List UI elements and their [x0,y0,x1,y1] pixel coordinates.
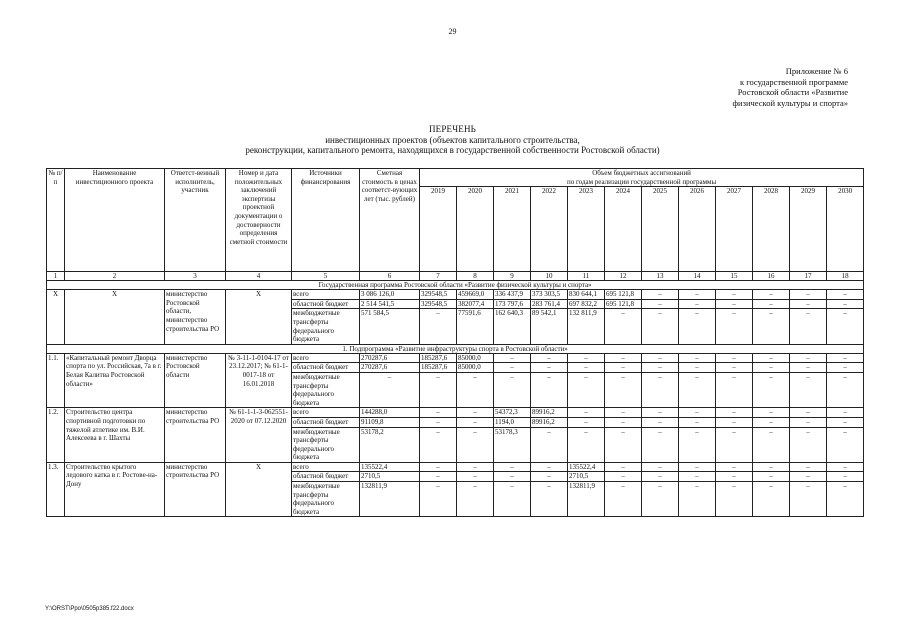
budget-value: – [605,353,642,363]
header-cost: Сметная стоимость в ценах соответст-вующих лет (тыс. рублей) [360,169,420,272]
budget-value: 89916,2 [531,408,568,418]
budget-value: – [642,299,679,309]
budget-value: – [568,363,605,373]
budget-value: – [605,363,642,373]
budget-value: – [716,309,753,344]
subprogram-row [47,344,864,353]
budget-value: 185287,6 [420,353,457,363]
header-num: № п/п [47,169,65,272]
budget-value: – [679,417,716,427]
header-budget [420,169,864,187]
budget-value: – [568,427,605,462]
budget-value: – [679,408,716,418]
column-number: 12 [605,272,642,281]
budget-value: – [605,472,642,482]
funding-source: областной бюджет [292,472,360,482]
budget-value: – [716,290,753,300]
budget-value: – [716,417,753,427]
header-year: 2020 [457,187,494,272]
title-subline: реконструкции, капитального ремонта, находящихся в государственной собственности Ростовской области) [245,145,660,155]
budget-value: 695 121,8 [605,299,642,309]
column-number: 7 [420,272,457,281]
column-number: 17 [790,272,827,281]
project-num: 1.3. [47,462,65,517]
funding-source: всего [292,353,360,363]
budget-value: – [531,353,568,363]
estimated-cost: 571 584,5 [360,309,420,344]
budget-value: – [716,472,753,482]
budget-value: – [716,372,753,407]
table-row [47,462,864,472]
budget-value: – [753,299,790,309]
column-number: 10 [531,272,568,281]
budget-value: 697 832,2 [568,299,605,309]
header-year: 2027 [716,187,753,272]
column-number: 6 [360,272,420,281]
budget-value: 173 797,6 [494,299,531,309]
budget-value: – [457,462,494,472]
header-year: 2025 [642,187,679,272]
estimated-cost: 2 514 541,5 [360,299,420,309]
header-year: 2023 [568,187,605,272]
budget-value: – [716,482,753,517]
budget-value: – [642,353,679,363]
subprogram-title: 1. Подпрограмма «Развитие инфраструктуры спорта в Ростовской области» [47,344,864,353]
budget-value: – [420,482,457,517]
budget-value: – [494,482,531,517]
budget-value: – [457,482,494,517]
budget-value: – [605,427,642,462]
budget-value: – [753,472,790,482]
budget-value: – [679,427,716,462]
estimated-cost: 270287,6 [360,353,420,363]
budget-value: – [568,372,605,407]
budget-value: 54372,3 [494,408,531,418]
budget-value: – [642,472,679,482]
page-number: 29 [448,27,457,36]
appendix-caption [640,66,848,108]
budget-value: – [716,427,753,462]
budget-value: – [827,482,864,517]
estimated-cost: 2710,5 [360,472,420,482]
budget-value: 85000,0 [457,363,494,373]
funding-source: межбюджетные трансферты федерального бюджета [292,427,360,462]
column-number: 2 [65,272,165,281]
budget-value: 85000,0 [457,353,494,363]
budget-value: 77591,6 [457,309,494,344]
budget-value: – [679,363,716,373]
document-title [0,124,905,156]
budget-value: – [753,290,790,300]
header-expertise: Номер и дата положительных заключений экспертизы проектной документации о достоверности определения сметной стоимости [226,169,292,272]
budget-value: – [827,309,864,344]
budget-value: – [494,363,531,373]
column-number: 3 [165,272,226,281]
project-name: Х [65,290,165,345]
appendix-line: Ростовской области «Развитие [737,87,848,97]
funding-source: областной бюджет [292,299,360,309]
investment-projects-table [46,168,864,517]
budget-value: 162 640,3 [494,309,531,344]
budget-value: – [494,353,531,363]
budget-value: – [790,299,827,309]
budget-value: – [420,472,457,482]
budget-value: 459669,0 [457,290,494,300]
header-year: 2029 [790,187,827,272]
funding-source: межбюджетные трансферты федерального бюджета [292,309,360,344]
table-row [47,408,864,418]
title-subline: инвестиционных проектов (объектов капитального строительства, [325,134,580,145]
budget-value: – [790,482,827,517]
budget-value: – [790,462,827,472]
budget-value: – [790,372,827,407]
budget-value: – [716,353,753,363]
estimated-cost: – [360,372,420,407]
budget-value: – [753,417,790,427]
budget-value: – [753,427,790,462]
header-year: 2028 [753,187,790,272]
budget-value: – [679,462,716,472]
project-expertise: Х [226,290,292,345]
budget-value: – [420,408,457,418]
budget-value: – [716,363,753,373]
project-expertise: № 3-11-1-0104-17 от 23.12.2017; № 61-1-0017-18 от 16.01.2018 [226,353,292,408]
header-year: 2026 [679,187,716,272]
budget-value: – [790,417,827,427]
column-number: 14 [679,272,716,281]
budget-value: – [790,427,827,462]
budget-value: 89 542,1 [531,309,568,344]
header-budget-line: по годам реализации государственной программы [566,177,717,186]
funding-source: межбюджетные трансферты федерального бюджета [292,482,360,517]
program-row [47,281,864,290]
column-number: 8 [457,272,494,281]
header-year: 2022 [531,187,568,272]
project-name: Строительство крытого ледового катка в г. Ростове-на-Дону [65,462,165,517]
budget-value: 2710,5 [568,472,605,482]
budget-value: – [679,372,716,407]
budget-value: – [790,408,827,418]
estimated-cost: 144288,0 [360,408,420,418]
funding-source: всего [292,408,360,418]
project-name: «Капитальный ремонт Дворца спорта по ул. Российская, 7а в г. Белая Калитва Ростовской области» [65,353,165,408]
budget-value: – [531,363,568,373]
budget-value: – [642,417,679,427]
file-path-footer: Y:\ORST\Ppo\0505p385.f22.docx [45,606,134,612]
budget-value: – [790,309,827,344]
budget-value: 132811,9 [568,482,605,517]
column-number: 5 [292,272,360,281]
budget-value: – [827,417,864,427]
budget-value: – [827,408,864,418]
budget-value: – [494,472,531,482]
funding-source: всего [292,462,360,472]
estimated-cost: 91109,8 [360,417,420,427]
header-year: 2030 [827,187,864,272]
budget-value: – [753,482,790,517]
budget-value: 132 811,9 [568,309,605,344]
budget-value: – [494,372,531,407]
header-executor: Ответст-венный исполнитель, участник [165,169,226,272]
funding-source: всего [292,290,360,300]
budget-value: – [605,482,642,517]
budget-value: – [642,363,679,373]
column-number: 11 [568,272,605,281]
budget-value: – [642,372,679,407]
project-executor: министерство Ростовской области, министерство строительства РО [165,290,226,345]
budget-value: – [790,363,827,373]
budget-value: 185287,6 [420,363,457,373]
budget-value: – [420,309,457,344]
budget-value: – [790,353,827,363]
estimated-cost: 53178,2 [360,427,420,462]
budget-value: – [420,417,457,427]
appendix-line: физической культуры и спорта» [732,97,848,108]
project-executor: министерство Ростовской области [165,353,226,408]
appendix-line: к государственной программе [739,76,848,87]
budget-value: 329548,5 [420,290,457,300]
budget-value: – [679,353,716,363]
budget-value: – [679,290,716,300]
budget-value: – [827,462,864,472]
budget-value: – [753,462,790,472]
budget-value: 1194,0 [494,417,531,427]
budget-value: – [790,290,827,300]
budget-value: – [753,363,790,373]
project-executor: министерство строительства РО [165,408,226,463]
funding-source: межбюджетные трансферты федерального бюджета [292,372,360,407]
header-row [47,169,864,187]
column-number: 16 [753,272,790,281]
budget-value: – [753,408,790,418]
column-number-row [47,272,864,281]
budget-value: – [642,290,679,300]
column-number: 1 [47,272,65,281]
budget-value: – [531,372,568,407]
estimated-cost: 135522,4 [360,462,420,472]
estimated-cost: 132811,9 [360,482,420,517]
column-number: 9 [494,272,531,281]
project-expertise: № 61-1-1-3-062551-2020 от 07.12.2020 [226,408,292,463]
budget-value: 89916,2 [531,417,568,427]
column-number: 18 [827,272,864,281]
budget-value: – [457,408,494,418]
budget-value: – [679,472,716,482]
budget-value: – [716,462,753,472]
budget-value: – [642,309,679,344]
budget-value: – [827,472,864,482]
budget-value: – [568,417,605,427]
estimated-cost: 3 086 126,0 [360,290,420,300]
budget-value: – [605,462,642,472]
header-year: 2024 [605,187,642,272]
budget-value: – [679,309,716,344]
table-row [47,353,864,363]
column-number: 13 [642,272,679,281]
project-num: 1.2. [47,408,65,463]
column-number: 15 [716,272,753,281]
program-title: Государственная программа Ростовской области «Развитие физической культуры и спорта» [47,281,864,290]
budget-value: – [827,299,864,309]
budget-value: – [642,408,679,418]
budget-value: – [605,372,642,407]
budget-value: – [679,299,716,309]
budget-value: – [642,482,679,517]
project-num: Х [47,290,65,345]
budget-value: – [827,290,864,300]
budget-value: 373 303,5 [531,290,568,300]
project-num: 1.1. [47,353,65,408]
header-year: 2019 [420,187,457,272]
funding-source: областной бюджет [292,417,360,427]
budget-value: – [457,427,494,462]
header-budget-line: Объем бюджетных ассигнований [592,169,691,177]
budget-value: – [642,462,679,472]
budget-value: 283 761,4 [531,299,568,309]
budget-value: – [494,462,531,472]
budget-value: – [642,427,679,462]
budget-value: – [531,462,568,472]
budget-value: – [457,472,494,482]
budget-value: – [827,372,864,407]
estimated-cost: 270287,6 [360,363,420,373]
title-heading: ПЕРЕЧЕНЬ [428,124,477,134]
header-year: 2021 [494,187,531,272]
budget-value: – [420,427,457,462]
budget-value: – [605,309,642,344]
budget-value: 53178,3 [494,427,531,462]
budget-value: 329548,5 [420,299,457,309]
budget-value: 695 121,8 [605,290,642,300]
budget-value: – [568,353,605,363]
budget-value: 830 644,1 [568,290,605,300]
budget-value: – [716,408,753,418]
budget-value: – [679,482,716,517]
budget-value: 336 437,9 [494,290,531,300]
project-name: Строительство центра спортивной подготовки по тяжелой атлетике им. В.И. Алексеева в г. Шахты [65,408,165,463]
budget-value: – [457,372,494,407]
budget-value: – [605,408,642,418]
budget-value: – [753,309,790,344]
budget-value: – [827,427,864,462]
budget-value: – [790,472,827,482]
budget-value: – [531,427,568,462]
budget-value: 382077,4 [457,299,494,309]
budget-value: – [420,462,457,472]
budget-value: – [568,408,605,418]
budget-value: 135522,4 [568,462,605,472]
project-executor: министерство строительства РО [165,462,226,517]
project-expertise: Х [226,462,292,517]
funding-source: областной бюджет [292,363,360,373]
budget-value: – [457,417,494,427]
table-row [47,290,864,300]
budget-value: – [716,299,753,309]
budget-value: – [827,353,864,363]
budget-value: – [753,372,790,407]
budget-value: – [753,353,790,363]
budget-value: – [531,482,568,517]
budget-value: – [827,363,864,373]
appendix-line: Приложение № 6 [785,66,848,76]
budget-value: – [605,417,642,427]
header-name: Наименование инвестиционного проекта [65,169,165,272]
column-number: 4 [226,272,292,281]
budget-value: – [420,372,457,407]
header-source: Источники финансирования [292,169,360,272]
budget-value: – [531,472,568,482]
